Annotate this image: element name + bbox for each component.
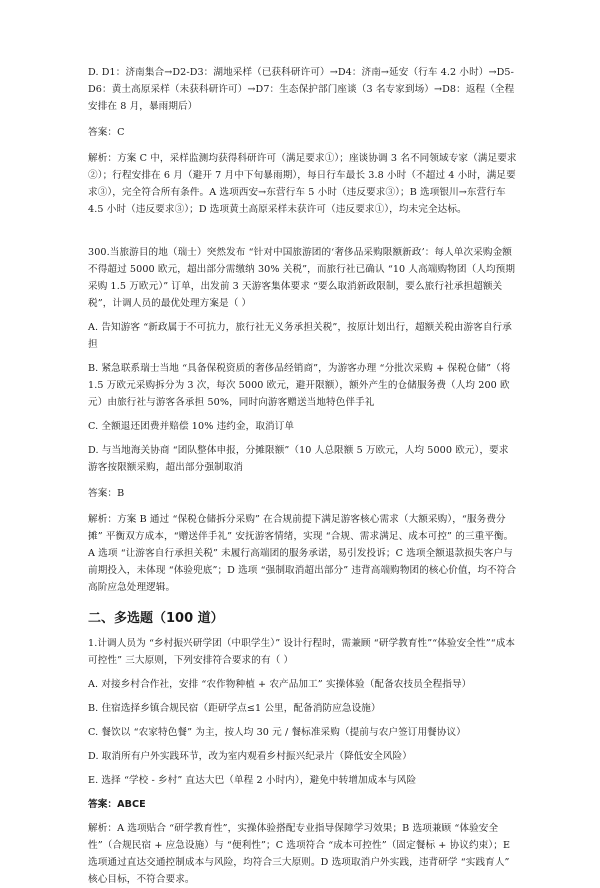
- q300-answer: 答案：B: [88, 488, 125, 499]
- q300-option-d: D. 与当地海关协商 “团队整体申报，分摊限额”（10 人总限额 5 万欧元，人均 5000 欧元），要求游客按限额采购，超出部分强制取消: [88, 445, 509, 473]
- mq1-analysis: 解析：A 选项贴合 “研学教育性”，实操体验搭配专业指导保障学习效果；B 选项兼顾 “体验安全性”（合规民宿 + 应急设施）与 “便利性”；C 选项符合 “成本可控性”（固定餐标 + 协议约束）；E 选项通过直达交通控制成本与风险，均符合三大原则。D 选项取消户外实践，违背研学 “实践育人” 核心目标，不符合要求。: [88, 823, 511, 885]
- q300-analysis: 解析：方案 B 通过 “保税仓储拆分采购” 在合规前提下满足游客核心需求（大额采购），“服务费分摊” 平衡双方成本，“赠送伴手礼” 安抚游客情绪，实现 “合规、需求满足、成本可控” 的三重平衡。A 选项 “让游客自行承担关税” 未履行高端团的服务承诺，易引发投诉；C 选项全额退款损失客户与前期投入，未体现 “体验兜底”；D 选项 “强制取消超出部分” 违背高端购物团的核心价值，均不符合高阶应急处理逻辑。: [88, 514, 517, 593]
- mq1-option-b: B. 住宿选择乡镇合规民宿（距研学点≤1 公里，配备消防应急设施）: [88, 703, 381, 714]
- mq1-option-c: C. 餐饮以 “农家特色餐” 为主，按人均 30 元 / 餐标准采购（提前与农户签订用餐协议）: [88, 727, 466, 738]
- section-title: 二、多选题（100 道）: [88, 611, 224, 626]
- q299-answer: 答案：C: [88, 127, 125, 138]
- mq1-answer: 答案：ABCE: [88, 799, 146, 810]
- mq1-stem: 1.计调人员为 “乡村振兴研学团（中职学生）” 设计行程时，需兼顾 “研学教育性”“体验安全性”“成本可控性” 三大原则，下列安排符合要求的有（ ）: [88, 638, 516, 666]
- mq1-option-e: E. 选择 “学校 - 乡村” 直达大巴（单程 2 小时内），避免中转增加成本与风险: [88, 775, 417, 786]
- q299-option-d: D. D1：济南集合→D2-D3：湖地采样（已获科研许可）→D4：济南→延安（行车 4.2 小时）→D5-D6：黄土高原采样（未获科研许可）→D7：生态保护部门座谈（3 名专家到场）→D8：返程（全程安排在 8 月，暴雨期后）: [88, 67, 515, 112]
- q300-stem: 300.当旅游目的地（瑞士）突然发布 “针对中国旅游团的‘奢侈品采购限额新政’：每人单次采购金额不得超过 5000 欧元，超出部分需缴纳 30% 关税”，而旅行社已确认 “10 人高端购物团（人均预期采购 1.5 万欧元）” 订单，出发前 3 天游客集体要求 “要么取消新政限制，要么旅行社承担超额关税”，计调人员的最优处理方案是（ ）: [88, 247, 516, 309]
- mq1-option-d: D. 取消所有户外实践环节，改为室内观看乡村振兴纪录片（降低安全风险）: [88, 751, 412, 762]
- q300-option-b: B. 紧急联系瑞士当地 “具备保税资质的奢侈品经销商”，为游客办理 “分批次采购 + 保税仓储”（将 1.5 万欧元采购拆分为 3 次，每次 5000 欧元，避开限额），额外产生的仓储服务费（人均 200 欧元）由旅行社与游客各承担 50%，同时向游客赠送当地特色伴手礼: [88, 363, 511, 408]
- q299-analysis: 解析：方案 C 中，采样监测均获得科研许可（满足要求①）；座谈协调 3 名不同领域专家（满足要求②）；行程安排在 6 月（避开 7 月中下旬暴雨期），每日行车最长 3.8 小时（不超过 4 小时，满足要求③），完全符合所有条件。A 选项西安→东营行车 5 小时（违反要求③）；B 选项银川→东营行车 4.5 小时（违反要求③）；D 选项黄土高原采样未获许可（违反要求①），均未完全达标。: [88, 153, 517, 215]
- q300-option-c: C. 全额退还团费并赔偿 10% 违约金，取消订单: [88, 421, 295, 432]
- page-content: [88, 64, 518, 888]
- mq1-option-a: A. 对接乡村合作社，安排 “农作物种植 + 农产品加工” 实操体验（配备农技员全程指导）: [88, 679, 472, 690]
- q300-option-a: A. 告知游客 “新政属于不可抗力，旅行社无义务承担关税”，按原计划出行，超额关税由游客自行承担: [88, 322, 512, 350]
